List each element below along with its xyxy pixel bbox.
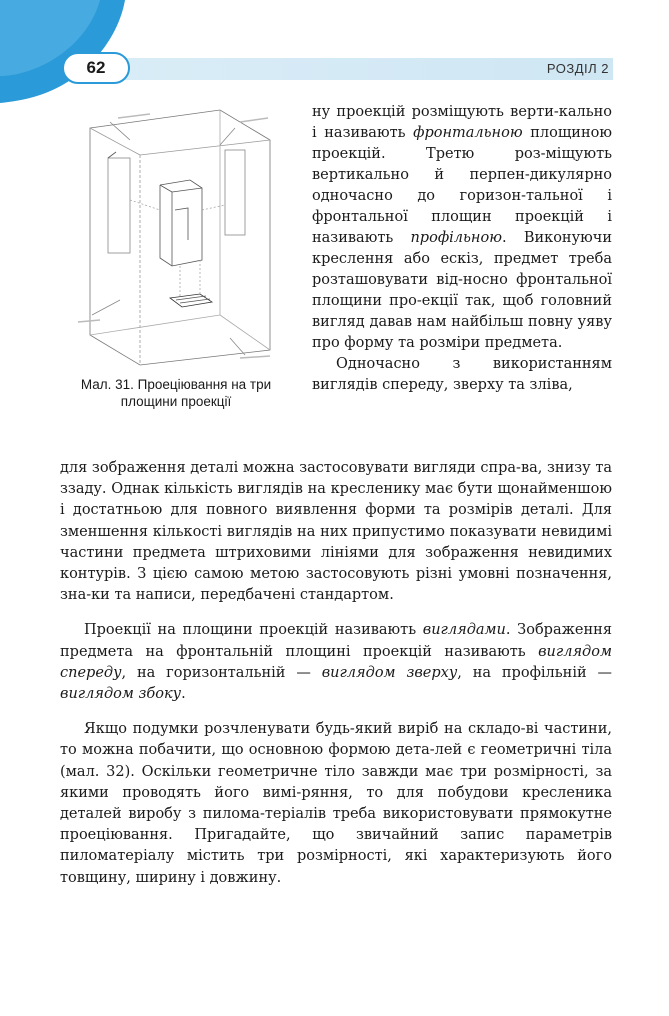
text-run: ну проекцій розміщують верти-кально і називають (312, 104, 612, 141)
projection-figure (70, 100, 280, 370)
wrapped-text (312, 102, 612, 396)
paragraph: Одночасно з використанням виглядів спереду, зверху та зліва, (312, 356, 612, 393)
text-run: , на горизонтальній — (121, 664, 322, 681)
section-title: РОЗДІЛ 2 (546, 61, 609, 76)
text-run: . Виконуючи креслення або ескіз, предмет треба розташовувати від-носно фронтальної площини про-екції так, щоб головний вигляд давав нам найбільш повну уяву про форму та розміри предмета. (312, 230, 613, 351)
term-side-view: виглядом збоку (60, 686, 182, 703)
term-frontal: фронтальною (413, 125, 523, 141)
paragraph (60, 620, 612, 705)
term-front-view: виглядом спереду (60, 643, 612, 681)
term-top-view: виглядом зверху (321, 664, 458, 681)
caption-line: Мал. 31. Проеціювання на три (80, 377, 272, 392)
text-run: , на профільній — (457, 664, 612, 681)
caption-line: площини проекції (120, 394, 232, 409)
body-text (60, 458, 612, 889)
page-number: 62 (62, 52, 130, 84)
header-band (108, 58, 613, 80)
term-views: виглядами (422, 622, 506, 639)
text-run: . (181, 686, 186, 703)
paragraph (312, 102, 612, 354)
figure-caption (56, 376, 296, 410)
text-run: Проекції на площини проекцій називають (84, 622, 423, 639)
term-profile: профільною (410, 230, 502, 246)
paragraph: Якщо подумки розчленувати будь-який виріб на складо-ві частини, то можна побачити, що основною формою дета-лей є геометричні тіла (мал. 32). Оскільки геометричне тіло завжди має три розмірності, за якими проводять його вимі-ряння, то для побудови кресленика деталей виробу з пилома-теріалів треба використовувати прямокутне проеціювання. Пригадайте, що звичайний запис параметрів пиломатеріалу містить три розмірності, які характеризують його товщину, ширину і довжину. (60, 721, 612, 886)
text-run: площиною проекцій. Третю роз-міщують вертикально й перпен-дикулярно одночасно до горизон-тальної і фронтальної площин проекцій і називають (312, 125, 612, 246)
paragraph: для зображення деталі можна застосовувати вигляди спра-ва, знизу та ззаду. Однак кількість виглядів на кресленику має бути щонайменшою і достатньою для повного виявлення форми та розмірів деталі. Для зменшення кількості виглядів на них припустимо показувати невидимі частини предмета штриховими лініями для зображення невидимих контурів. З цією самою метою застосовують різні умовні позначення, зна-ки та написи, передбачені стандартом. (60, 460, 612, 604)
text-run: . Зображення предмета на фронтальній площині проекцій називають (60, 622, 612, 660)
